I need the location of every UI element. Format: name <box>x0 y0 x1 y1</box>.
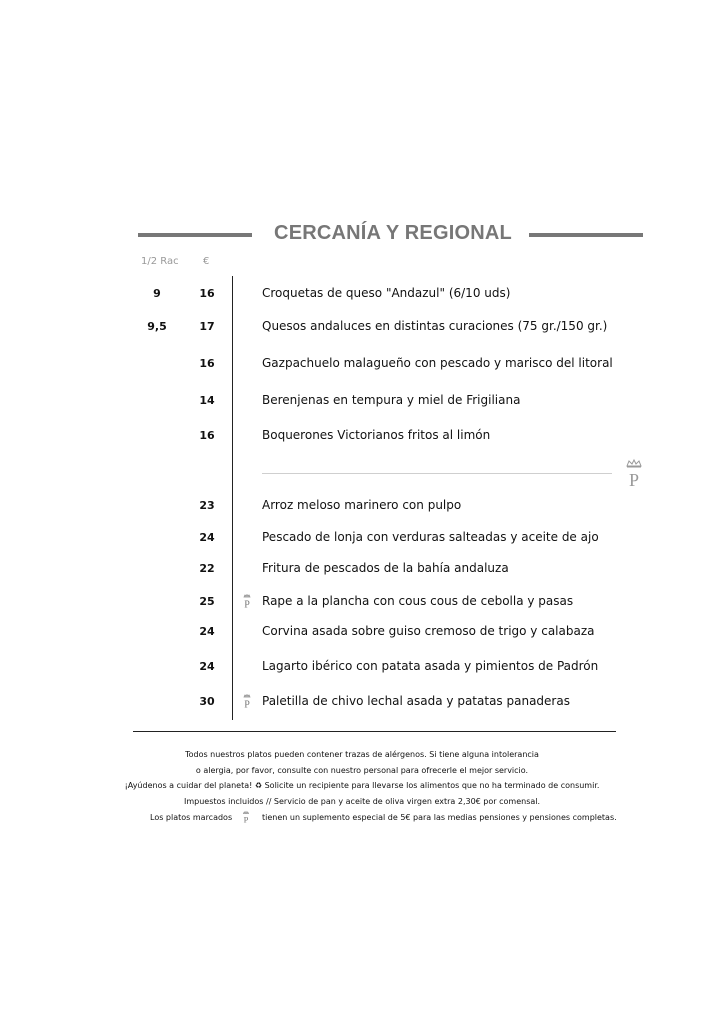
price: 23 <box>199 499 215 512</box>
price: 22 <box>199 562 215 575</box>
price: 16 <box>199 429 215 442</box>
footer-allergens-2: o alergia, por favor, consulte con nuestro personal para ofrecerle el mejor servicio. <box>195 766 529 775</box>
half-price: 9,5 <box>147 320 167 333</box>
price: 17 <box>199 320 215 333</box>
dish-name: Berenjenas en tempura y miel de Frigiliana <box>262 393 521 407</box>
half-price: 9 <box>153 287 161 300</box>
footer-supplement-prefix: Los platos marcados <box>150 813 233 822</box>
crowned-p-icon <box>240 594 254 608</box>
crowned-p-icon <box>240 810 252 824</box>
price: 30 <box>199 695 215 708</box>
price: 16 <box>199 287 215 300</box>
bottom-rule <box>133 731 616 732</box>
footer-allergens: Todos nuestros platos pueden contener trazas de alérgenos. Si tiene alguna intolerancia <box>185 750 539 759</box>
price: 25 <box>199 595 215 608</box>
column-header-price: € <box>203 256 210 267</box>
dish-name: Paletilla de chivo lechal asada y patatas panaderas <box>262 694 570 708</box>
footer-taxes: Impuestos incluidos // Servicio de pan y aceite de oliva virgen extra 2,30€ por comensal. <box>183 797 541 806</box>
dish-name: Rape a la plancha con cous cous de cebolla y pasas <box>262 594 574 608</box>
price: 24 <box>199 531 215 544</box>
svg-text:P: P <box>244 599 250 608</box>
title-rule-left <box>138 233 252 237</box>
svg-text:P: P <box>628 470 640 488</box>
price: 14 <box>199 394 215 407</box>
svg-text:P: P <box>243 814 249 824</box>
dish-name: Lagarto ibérico con patata asada y pimientos de Padrón <box>262 659 599 673</box>
svg-text:P: P <box>244 699 250 708</box>
section-separator <box>262 473 612 474</box>
price: 16 <box>199 357 215 370</box>
dish-name: Pescado de lonja con verduras salteadas y aceite de ajo <box>262 530 599 544</box>
dish-name: Croquetas de queso "Andazul" (6/10 uds) <box>262 286 511 300</box>
footer-supplement-text: tienen un suplemento especial de 5€ para las medias pensiones y pensiones completas. <box>262 813 617 822</box>
title-rule-right <box>529 233 643 237</box>
dish-name: Corvina asada sobre guiso cremoso de trigo y calabaza <box>262 624 595 638</box>
dish-name: Boquerones Victorianos fritos al limón <box>262 428 491 442</box>
crowned-p-logo <box>622 458 646 488</box>
dish-name: Fritura de pescados de la bahía andaluza <box>262 561 509 575</box>
dish-name: Arroz meloso marinero con pulpo <box>262 498 462 512</box>
price: 24 <box>199 660 215 673</box>
footer-planet: ¡Ayúdenos a cuidar del planeta! ♻ Solicite un recipiente para llevarse los alimentos que no ha terminado de consumir. <box>124 781 600 790</box>
section-title: CERCANÍA Y REGIONAL <box>274 222 512 244</box>
dish-name: Gazpachuelo malagueño con pescado y marisco del litoral <box>262 356 613 370</box>
crowned-p-icon <box>240 694 254 708</box>
dish-name: Quesos andaluces en distintas curaciones (75 gr./150 gr.) <box>262 319 608 333</box>
column-header-half: 1/2 Rac <box>141 256 179 267</box>
column-divider <box>232 276 233 720</box>
price: 24 <box>199 625 215 638</box>
